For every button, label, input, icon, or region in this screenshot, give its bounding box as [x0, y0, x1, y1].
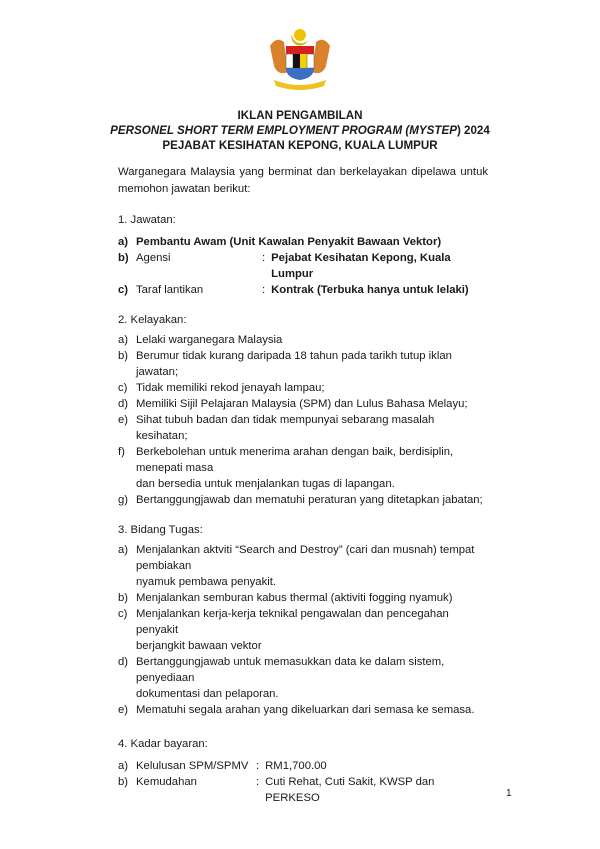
section-jawatan: [118, 212, 488, 298]
coat-of-arms-icon: [264, 24, 336, 94]
title-line-2: PERSONEL SHORT TERM EMPLOYMENT PROGRAM (MYSTEP) 2024: [110, 124, 490, 137]
kelayakan-item: g) Bertanggungjawab dan mematuhi peraturan yang ditetapkan jabatan;: [118, 494, 483, 506]
kelayakan-item: b) Berumur tidak kurang daripada 18 tahun pada tarikh tutup iklan jawatan;: [118, 350, 452, 378]
bayaran-item: b) Kemudahan : Cuti Rehat, Cuti Sakit, KWSP dan PERKESO: [118, 776, 435, 804]
page-number: 1: [506, 788, 512, 799]
section-kelayakan: [118, 312, 488, 508]
section-heading: 4. Kadar bayaran:: [118, 738, 208, 750]
tugas-item: d) Bertanggungjawab untuk memasukkan data ke dalam sistem, penyediaan dokumentasi dan pelaporan.: [118, 656, 445, 700]
document-body: [118, 164, 488, 806]
section-heading: 2. Kelayakan:: [118, 314, 187, 326]
kelayakan-item: c) Tidak memiliki rekod jenayah lampau;: [118, 382, 325, 394]
tugas-item: a) Menjalankan aktviti “Search and Destroy” (cari dan musnah) tempat pembiakan nyamuk pembawa penyakit.: [118, 544, 475, 588]
section-heading: 1. Jawatan:: [118, 214, 176, 226]
tugas-item: e) Mematuhi segala arahan yang dikeluarkan dari semasa ke semasa.: [118, 704, 475, 716]
bayaran-item: a) Kelulusan SPM/SPMV : RM1,700.00: [118, 760, 327, 772]
jawatan-item: c) Taraf lantikan : Kontrak (Terbuka hanya untuk lelaki): [118, 284, 469, 296]
jawatan-item: b) Agensi : Pejabat Kesihatan Kepong, Kuala Lumpur: [118, 252, 451, 280]
kelayakan-item: d) Memiliki Sijil Pelajaran Malaysia (SPM) dan Lulus Bahasa Melayu;: [118, 398, 468, 410]
section-heading: 3. Bidang Tugas:: [118, 524, 203, 536]
jawatan-item: a) Pembantu Awam (Unit Kawalan Penyakit Bawaan Vektor): [118, 236, 442, 248]
section-bidang-tugas: [118, 522, 488, 718]
kelayakan-item: a) Lelaki warganegara Malaysia: [118, 334, 283, 346]
document-title: [0, 108, 600, 153]
section-kadar-bayaran: [118, 736, 488, 806]
intro-paragraph: Warganegara Malaysia yang berminat dan berkelayakan dipelawa untuk memohon jawatan berikut:: [118, 166, 488, 195]
tugas-item: c) Menjalankan kerja-kerja teknikal pengawalan dan pencegahan penyakit berjangkit bawaan vektor: [118, 608, 449, 652]
kelayakan-item: e) Sihat tubuh badan dan tidak mempunyai sebarang masalah kesihatan;: [118, 414, 435, 442]
title-line-3: PEJABAT KESIHATAN KEPONG, KUALA LUMPUR: [162, 139, 438, 152]
title-line-1: IKLAN PENGAMBILAN: [237, 109, 363, 122]
tugas-item: b) Menjalankan semburan kabus thermal (aktiviti fogging nyamuk): [118, 592, 453, 604]
kelayakan-item: f) Berkebolehan untuk menerima arahan dengan baik, berdisiplin, menepati masa dan bersedia untuk menjalankan tugas di lapangan.: [118, 446, 454, 490]
